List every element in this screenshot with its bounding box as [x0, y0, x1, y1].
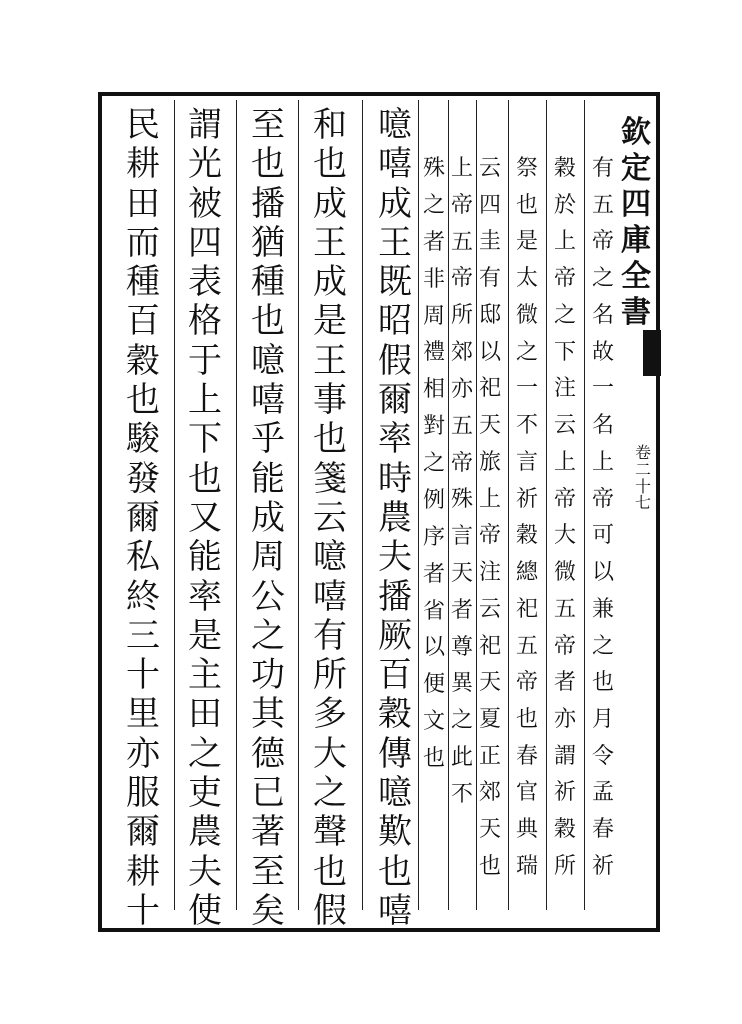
- text-char: 文: [422, 709, 445, 735]
- text-char: 夏: [478, 707, 501, 733]
- text-char: 光: [188, 144, 222, 185]
- margin-volume-number: [632, 445, 654, 512]
- text-column: [449, 158, 475, 806]
- text-char: 能: [251, 458, 285, 499]
- text-char: 圭: [478, 229, 501, 255]
- text-char: 歎: [378, 812, 412, 853]
- text-char: 帝: [591, 229, 614, 255]
- text-char: 猶: [251, 222, 285, 263]
- text-char: 嘻: [378, 144, 412, 185]
- text-char: 也: [478, 853, 501, 879]
- text-char: 厥: [378, 615, 412, 656]
- text-char: 成: [313, 262, 347, 303]
- text-char: 周: [422, 303, 445, 329]
- text-char: 播: [378, 576, 412, 617]
- text-column: [590, 158, 616, 878]
- text-char: 有: [478, 266, 501, 292]
- text-column: [552, 158, 578, 878]
- text-char: 又: [188, 497, 222, 538]
- text-char: 云: [553, 413, 576, 439]
- text-char: 名: [591, 302, 614, 328]
- text-char: 亦: [450, 376, 473, 402]
- text-char: 郊: [450, 340, 473, 366]
- text-char: 爾: [126, 812, 160, 853]
- text-char: 假: [313, 890, 347, 931]
- text-char: 格: [188, 301, 222, 342]
- text-char: 率: [188, 576, 222, 617]
- text-char: 也: [313, 144, 347, 185]
- text-char: 成: [251, 497, 285, 538]
- text-char: 之: [515, 339, 538, 365]
- text-char: 一: [515, 376, 538, 402]
- text-char: 所: [313, 655, 347, 696]
- text-char: 禮: [422, 340, 445, 366]
- text-char: 之: [553, 302, 576, 328]
- text-column: [477, 158, 503, 878]
- text-column: [248, 105, 288, 931]
- text-char: 郊: [478, 780, 501, 806]
- text-char: 五: [515, 633, 538, 659]
- text-char: 下: [188, 419, 222, 460]
- text-char: 成: [313, 183, 347, 224]
- text-char: 著: [251, 812, 285, 853]
- text-char: 至: [251, 105, 285, 145]
- text-char: 也: [515, 707, 538, 733]
- text-char: 也: [188, 458, 222, 499]
- text-char: 是: [515, 229, 538, 255]
- text-char: 天: [478, 670, 501, 696]
- text-char: 周: [251, 537, 285, 578]
- text-char: 終: [126, 576, 160, 617]
- text-char: 爾: [378, 380, 412, 421]
- text-char: 四: [188, 222, 222, 263]
- text-char: 十: [126, 655, 160, 696]
- text-column: [310, 105, 350, 931]
- text-char: 駿: [126, 419, 160, 460]
- text-char: 帝: [553, 266, 576, 292]
- text-char: 表: [188, 262, 222, 303]
- text-char: 者: [422, 561, 445, 587]
- text-char: 上: [553, 229, 576, 255]
- text-char: 五: [450, 413, 473, 439]
- text-char: 夫: [378, 537, 412, 578]
- text-char: 種: [126, 262, 160, 303]
- text-char: 官: [515, 780, 538, 806]
- text-char: 兼: [591, 596, 614, 622]
- text-char: 祈: [553, 780, 576, 806]
- text-char: 率: [378, 419, 412, 460]
- column-rule: [298, 100, 299, 910]
- text-char: 王: [378, 222, 412, 263]
- text-char: 能: [188, 537, 222, 578]
- text-char: 時: [378, 458, 412, 499]
- text-char: 言: [515, 449, 538, 475]
- text-char: 農: [188, 812, 222, 853]
- text-column: [514, 158, 540, 878]
- text-char: 祭: [515, 156, 538, 181]
- text-char: 春: [591, 817, 614, 843]
- text-char: 相: [422, 377, 445, 403]
- text-char: 不: [515, 413, 538, 439]
- text-char: 播: [251, 183, 285, 224]
- text-char: 所: [450, 303, 473, 329]
- text-char: 和: [313, 105, 347, 145]
- text-char: 多: [313, 694, 347, 735]
- text-char: 此: [450, 745, 473, 770]
- text-char: 傳: [378, 733, 412, 774]
- text-char: 五: [450, 229, 473, 255]
- text-char: 穀: [553, 156, 576, 181]
- text-char: 帝: [591, 486, 614, 512]
- text-char: 注: [478, 560, 501, 586]
- text-char: 微: [515, 302, 538, 328]
- text-char: 發: [126, 458, 160, 499]
- text-char: 之: [251, 615, 285, 656]
- text-char: 聲: [313, 812, 347, 853]
- text-char: 也: [126, 380, 160, 421]
- text-char: 田: [188, 694, 222, 735]
- text-char: 也: [591, 670, 614, 696]
- text-char: 百: [378, 655, 412, 696]
- column-rule: [174, 100, 175, 910]
- text-char: 之: [313, 773, 347, 814]
- text-char: 令: [591, 743, 614, 769]
- text-char: 云: [478, 156, 501, 181]
- text-char: 孟: [591, 780, 614, 806]
- margin-title-char: 全: [621, 259, 651, 294]
- text-char: 序: [422, 524, 445, 550]
- text-char: 之: [422, 451, 445, 476]
- text-char: 可: [591, 523, 614, 549]
- text-char: 祈: [591, 853, 614, 879]
- text-char: 所: [553, 853, 576, 879]
- text-char: 以: [591, 560, 614, 586]
- text-char: 十: [126, 890, 160, 931]
- text-char: 種: [251, 262, 285, 303]
- column-rule: [236, 100, 237, 910]
- text-char: 祀: [515, 596, 538, 622]
- text-char: 典: [515, 817, 538, 843]
- text-char: 異: [450, 671, 473, 697]
- text-char: 帝: [553, 633, 576, 659]
- text-char: 天: [450, 560, 473, 586]
- text-char: 帝: [515, 670, 538, 696]
- text-char: 吏: [188, 773, 222, 814]
- text-char: 月: [591, 707, 614, 733]
- margin-volume-char: 卷: [634, 443, 651, 462]
- text-char: 而: [126, 222, 160, 263]
- text-char: 之: [450, 708, 473, 734]
- text-char: 之: [591, 266, 614, 292]
- margin-book-title: [612, 115, 660, 330]
- text-char: 名: [591, 413, 614, 439]
- text-char: 也: [313, 419, 347, 460]
- text-char: 祀: [478, 376, 501, 402]
- text-char: 者: [450, 597, 473, 623]
- text-char: 服: [126, 773, 160, 814]
- text-char: 也: [313, 851, 347, 892]
- text-char: 對: [422, 414, 445, 440]
- text-char: 私: [126, 537, 160, 578]
- text-char: 夫: [188, 851, 222, 892]
- text-char: 旅: [478, 449, 501, 475]
- text-char: 德: [251, 733, 285, 774]
- text-char: 事: [313, 380, 347, 421]
- text-char: 穀: [553, 817, 576, 843]
- margin-title-char: 書: [621, 295, 651, 330]
- text-char: 也: [251, 144, 285, 185]
- text-char: 之: [591, 633, 614, 659]
- text-char: 祀: [478, 633, 501, 659]
- text-char: 便: [422, 672, 445, 698]
- text-char: 故: [591, 339, 614, 365]
- text-char: 帝: [450, 266, 473, 292]
- text-char: 里: [126, 694, 160, 735]
- text-char: 民: [126, 105, 160, 145]
- text-char: 微: [553, 560, 576, 586]
- text-char: 假: [378, 340, 412, 381]
- text-char: 功: [251, 655, 285, 696]
- text-char: 已: [251, 773, 285, 814]
- column-rule: [584, 100, 585, 910]
- text-char: 王: [313, 222, 347, 263]
- text-char: 上: [450, 156, 473, 181]
- text-char: 上: [478, 486, 501, 512]
- column-rule: [418, 100, 419, 910]
- margin-volume-char: 十: [634, 476, 651, 496]
- text-char: 春: [515, 743, 538, 769]
- text-char: 祈: [515, 486, 538, 512]
- text-char: 嘻: [378, 890, 412, 931]
- text-char: 田: [126, 183, 160, 224]
- text-column: [123, 105, 163, 931]
- text-char: 被: [188, 183, 222, 224]
- text-char: 邸: [478, 302, 501, 328]
- text-char: 穀: [378, 694, 412, 735]
- text-char: 既: [378, 262, 412, 303]
- text-char: 于: [188, 340, 222, 381]
- text-char: 也: [251, 301, 285, 342]
- text-char: 是: [188, 615, 222, 656]
- text-char: 王: [313, 340, 347, 381]
- text-char: 是: [313, 301, 347, 342]
- text-char: 噫: [313, 537, 347, 578]
- text-char: 爾: [126, 497, 160, 538]
- text-column: [375, 105, 415, 931]
- text-char: 亦: [553, 707, 576, 733]
- text-char: 殊: [422, 156, 445, 181]
- text-char: 公: [251, 576, 285, 617]
- margin-fishtail-block: [643, 330, 661, 376]
- text-char: 穀: [126, 340, 160, 381]
- text-char: 之: [188, 733, 222, 774]
- text-char: 不: [450, 781, 473, 807]
- text-char: 尊: [450, 634, 473, 660]
- margin-title-char: 四: [621, 187, 651, 222]
- text-char: 大: [553, 523, 576, 549]
- text-char: 成: [378, 183, 412, 224]
- text-char: 昭: [378, 301, 412, 342]
- text-char: 云: [313, 497, 347, 538]
- text-char: 耕: [126, 144, 160, 185]
- text-char: 嘻: [313, 576, 347, 617]
- text-char: 非: [422, 266, 445, 292]
- text-char: 箋: [313, 458, 347, 499]
- margin-title-char: 欽: [621, 115, 651, 150]
- text-char: 四: [478, 192, 501, 218]
- text-char: 至: [251, 851, 285, 892]
- text-char: 有: [313, 615, 347, 656]
- text-char: 言: [450, 524, 473, 550]
- text-char: 正: [478, 743, 501, 769]
- column-rule: [546, 100, 547, 910]
- text-char: 使: [188, 890, 222, 931]
- text-char: 一: [591, 376, 614, 402]
- text-char: 於: [553, 192, 576, 218]
- text-char: 矣: [251, 890, 285, 931]
- text-char: 注: [553, 376, 576, 402]
- text-char: 者: [553, 670, 576, 696]
- text-char: 噫: [378, 773, 412, 814]
- text-char: 例: [422, 487, 445, 513]
- margin-volume-char: 二: [634, 459, 651, 479]
- text-char: 上: [188, 380, 222, 421]
- text-char: 耕: [126, 851, 160, 892]
- text-char: 謂: [188, 105, 222, 145]
- text-char: 太: [515, 266, 538, 292]
- text-column: [185, 105, 225, 931]
- text-char: 農: [378, 497, 412, 538]
- text-char: 有: [591, 156, 614, 181]
- text-char: 主: [188, 655, 222, 696]
- column-rule: [362, 100, 363, 910]
- text-char: 帝: [553, 486, 576, 512]
- margin-volume-char: 七: [634, 493, 651, 513]
- text-char: 三: [126, 615, 160, 656]
- text-char: 上: [553, 449, 576, 475]
- text-char: 大: [313, 733, 347, 774]
- text-char: 也: [378, 851, 412, 892]
- text-char: 穀: [515, 523, 538, 549]
- text-char: 以: [422, 635, 445, 661]
- text-char: 瑞: [515, 853, 538, 879]
- margin-title-char: 庫: [621, 223, 651, 258]
- text-char: 總: [515, 560, 538, 586]
- text-char: 上: [591, 449, 614, 475]
- column-rule: [508, 100, 509, 910]
- text-char: 帝: [450, 192, 473, 218]
- text-char: 帝: [450, 450, 473, 476]
- text-char: 以: [478, 339, 501, 365]
- text-char: 云: [478, 596, 501, 622]
- text-char: 噫: [378, 105, 412, 145]
- text-char: 五: [591, 192, 614, 218]
- text-char: 謂: [553, 743, 576, 769]
- text-char: 百: [126, 301, 160, 342]
- text-char: 五: [553, 596, 576, 622]
- text-char: 天: [478, 817, 501, 843]
- text-char: 天: [478, 413, 501, 439]
- text-char: 乎: [251, 419, 285, 460]
- text-char: 帝: [478, 523, 501, 549]
- margin-title-char: 定: [621, 151, 651, 186]
- text-column: [421, 158, 447, 770]
- text-char: 省: [422, 598, 445, 624]
- text-char: 嘻: [251, 380, 285, 421]
- text-char: 噫: [251, 340, 285, 381]
- text-char: 亦: [126, 733, 160, 774]
- text-char: 也: [515, 192, 538, 218]
- text-char: 之: [422, 192, 445, 218]
- text-char: 也: [422, 746, 445, 771]
- text-char: 者: [422, 229, 445, 255]
- text-char: 其: [251, 694, 285, 735]
- text-char: 下: [553, 339, 576, 365]
- text-char: 殊: [450, 487, 473, 513]
